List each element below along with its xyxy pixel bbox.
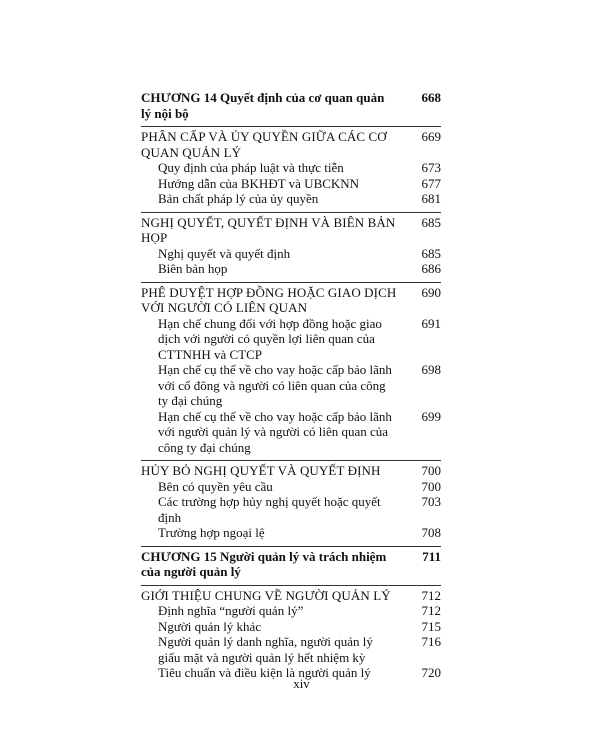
toc-entry-title: Bên có quyền yêu cầu — [158, 478, 273, 494]
toc-entry-title: Các trường hợp hủy nghị quyết hoặc quyết định — [158, 494, 381, 525]
toc-page-number: 703 — [421, 494, 441, 509]
toc-section[interactable] — [141, 463, 441, 479]
toc-page-number: 673 — [421, 160, 441, 175]
toc-page-number: 691 — [421, 315, 441, 331]
toc-entry-title: Người quản lý khác — [158, 618, 262, 634]
toc-subentry[interactable] — [141, 316, 441, 363]
toc-subentry[interactable] — [141, 479, 441, 495]
section-divider — [141, 546, 441, 547]
toc-entry-title: Trường hợp ngoại lệ — [158, 525, 265, 540]
toc-section[interactable] — [141, 588, 441, 604]
section-divider — [141, 282, 441, 283]
toc-page-number: 700 — [421, 463, 441, 478]
toc-entry-title: Nghị quyết và quyết định — [158, 245, 291, 261]
toc-page-number: 685 — [421, 245, 441, 261]
toc-page-number: 677 — [421, 175, 441, 191]
toc-page-number: 685 — [421, 214, 441, 230]
toc-entry-title: Bản chất pháp lý của ủy quyền — [158, 191, 319, 206]
toc-section[interactable] — [141, 285, 441, 316]
toc-subentry[interactable] — [141, 409, 441, 456]
toc-subentry[interactable] — [141, 191, 441, 207]
toc-section[interactable] — [141, 129, 441, 160]
toc-entry-title: Quy định của pháp luật và thực tiễn — [158, 160, 344, 175]
toc-page-number: 720 — [421, 665, 441, 680]
toc-subentry[interactable] — [141, 160, 441, 176]
section-divider — [141, 585, 441, 586]
toc-page-number: 712 — [421, 587, 441, 603]
toc-page-number: 712 — [421, 603, 441, 618]
toc-entry-title: GIỚI THIỆU CHUNG VỀ NGƯỜI QUẢN LÝ — [141, 587, 391, 603]
toc-entry-title: Hạn chế cụ thể về cho vay hoặc cấp bảo lãnh với người quản lý và người có liên quan của công ty đại chúng — [158, 408, 392, 455]
toc-page-number: 715 — [421, 618, 441, 634]
toc-page-number: 708 — [421, 525, 441, 540]
section-divider — [141, 460, 441, 461]
toc-subentry[interactable] — [141, 619, 441, 635]
section-divider — [141, 212, 441, 213]
page-number: xiv — [293, 676, 310, 691]
toc-section[interactable] — [141, 215, 441, 246]
toc-page-number: 700 — [421, 478, 441, 494]
toc-page-number: 686 — [421, 261, 441, 276]
toc-subentry[interactable] — [141, 525, 441, 541]
toc-subentry[interactable] — [141, 603, 441, 619]
toc-page-number: 681 — [421, 191, 441, 206]
toc-entry-title: PHÂN CẤP VÀ ỦY QUYỀN GIỮA CÁC CƠ QUAN QUẢN LÝ — [141, 129, 387, 160]
toc-subentry[interactable] — [141, 362, 441, 409]
toc-page-number: 711 — [422, 548, 441, 564]
toc-subentry[interactable] — [141, 634, 441, 665]
toc-entry-title: NGHỊ QUYẾT, QUYẾT ĐỊNH VÀ BIÊN BẢN HỌP — [141, 214, 396, 245]
toc-entry-title: CHƯƠNG 14 Quyết định của cơ quan quản lý nội bộ — [141, 90, 385, 121]
toc-chapter[interactable] — [141, 90, 441, 121]
toc-entry-title: PHÊ DUYỆT HỢP ĐỒNG HOẶC GIAO DỊCH VỚI NGƯỜI CÓ LIÊN QUAN — [141, 284, 397, 315]
toc-entry-title: Hạn chế chung đối với hợp đồng hoặc giao dịch với người có quyền lợi liên quan của CTTNHH và CTCP — [158, 315, 382, 362]
toc-chapter[interactable] — [141, 549, 441, 580]
section-divider — [141, 126, 441, 127]
toc-entry-title: CHƯƠNG 15 Người quản lý và trách nhiệm của người quản lý — [141, 548, 387, 579]
toc-entry-title: HỦY BỎ NGHỊ QUYẾT VÀ QUYẾT ĐỊNH — [141, 463, 381, 478]
toc-subentry[interactable] — [141, 246, 441, 262]
toc-page-number: 668 — [421, 90, 441, 105]
toc-page-number: 716 — [421, 634, 441, 649]
toc-entry-title: Tiêu chuẩn và điều kiện là người quản lý — [158, 665, 371, 680]
table-of-contents — [141, 90, 441, 681]
toc-entry-title: Biên bản họp — [158, 261, 228, 276]
toc-entry-title: Hạn chế cụ thể về cho vay hoặc cấp bảo lãnh với cổ đông và người có liên quan của công ty đại chúng — [158, 362, 392, 408]
toc-subentry[interactable] — [141, 494, 441, 525]
toc-entry-title: Người quản lý danh nghĩa, người quản lý giấu mặt và người quản lý hết nhiệm kỳ — [158, 634, 373, 665]
toc-page-number: 669 — [421, 129, 441, 144]
toc-page-number: 698 — [421, 362, 441, 377]
toc-subentry[interactable] — [141, 261, 441, 277]
toc-entry-title: Hướng dẫn của BKHĐT và UBCKNN — [158, 175, 360, 191]
toc-page-number: 690 — [421, 284, 441, 300]
toc-page-number: 699 — [421, 408, 441, 424]
toc-entry-title: Định nghĩa “người quản lý” — [158, 603, 304, 618]
toc-subentry[interactable] — [141, 176, 441, 192]
